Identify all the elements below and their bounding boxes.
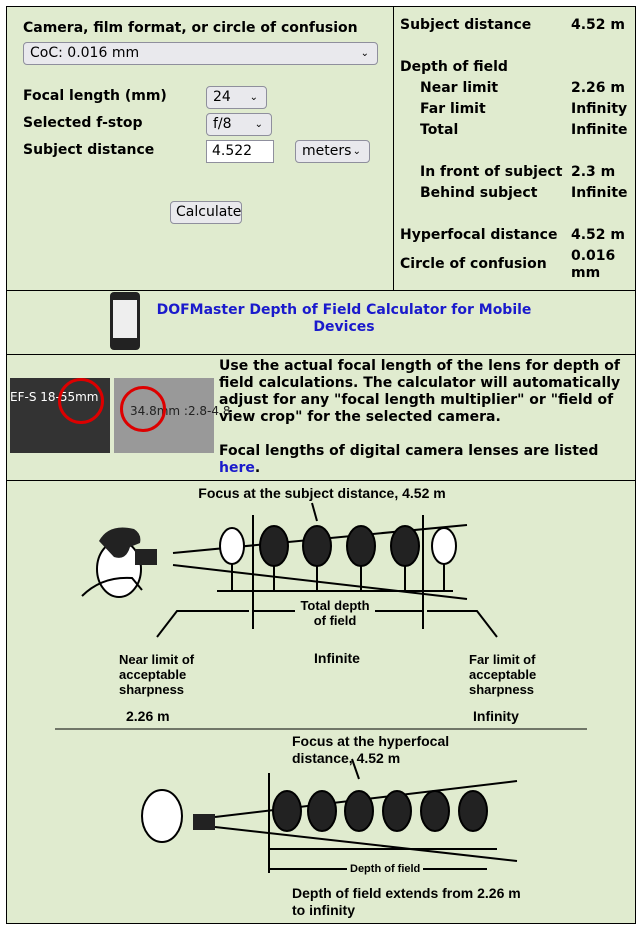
chevron-down-icon: ⌄ [254, 119, 263, 130]
total-dof-value: Infinite [314, 650, 360, 666]
fstop-label: Selected f-stop [23, 115, 143, 131]
near-limit-value: 2.26 m [571, 80, 626, 96]
front-label: In front of subject [420, 164, 563, 180]
photographer-icon [82, 528, 157, 598]
info-row [6, 354, 636, 481]
calculate-button[interactable]: Calculate [170, 201, 242, 224]
subject-distance-label: Subject distance [400, 17, 532, 33]
trees [220, 526, 456, 591]
far-limit-value: Infinity [473, 708, 519, 724]
mobile-calculator-link[interactable]: DOFMaster Depth of Field Calculator for Mobile Devices [156, 302, 532, 335]
far-limit-value: Infinity [571, 101, 628, 117]
chevron-down-icon: ⌄ [249, 92, 258, 103]
hyperfocal-label: Hyperfocal distance [400, 227, 558, 243]
total-dof-caption: Total depth of field [295, 598, 375, 628]
lens-photo-1 [10, 378, 110, 453]
diagram-row [6, 480, 636, 924]
fstop-select[interactable] [206, 113, 272, 136]
camera-label: Camera, film format, or circle of confusion [23, 20, 358, 36]
calculator-form [6, 6, 394, 291]
here-link[interactable]: here [219, 460, 255, 476]
dof-illustration [7, 481, 637, 925]
behind-value: Infinite [571, 185, 628, 201]
camera-select[interactable] [23, 42, 378, 65]
front-value: 2.3 m [571, 164, 616, 180]
total-label: Total [420, 122, 459, 138]
subject-distance-value: 4.52 m [571, 17, 626, 33]
focal-length-note: Use the actual focal length of the lens for depth of field calculations. The calculator will automatically adjust for any "focal length multiplier" or "field of view crop" for the selected camera. [219, 358, 621, 425]
fstop-value: f/8 [213, 116, 232, 132]
distance-input[interactable]: 4.522 [206, 140, 274, 163]
lens-photo-2 [114, 378, 231, 453]
total-value: Infinite [571, 122, 628, 138]
coc-value: 0.016 mm [571, 248, 616, 281]
coc-label: Circle of confusion [400, 256, 547, 272]
unit-value: meters [302, 143, 352, 159]
chevron-down-icon: ⌄ [352, 146, 361, 157]
diagram2-title: Focus at the hyperfocal distance, 4.52 m [292, 733, 450, 766]
hyperfocal-illustration [142, 759, 517, 873]
phone-icon [110, 292, 140, 350]
behind-label: Behind subject [420, 185, 538, 201]
near-limit-caption: Near limit of acceptable sharpness [119, 652, 195, 697]
results-panel [393, 6, 636, 291]
lens-label-1: EF-S 18-55mm [10, 390, 99, 404]
lens-list-note [219, 443, 629, 477]
chevron-down-icon: ⌄ [360, 48, 369, 59]
near-limit-label: Near limit [420, 80, 499, 96]
distance-label: Subject distance [23, 142, 155, 158]
diagram2-footer: Depth of field extends from 2.26 m to infinity [292, 885, 521, 918]
lens-label-2: 34.8mm :2.8-4.8 [130, 404, 231, 418]
hyperfocal-value: 4.52 m [571, 227, 626, 243]
far-limit-caption: Far limit of acceptable sharpness [469, 652, 537, 697]
unit-select[interactable] [295, 140, 370, 163]
dof-caption: Depth of field [347, 862, 423, 877]
camera-select-value: CoC: 0.016 mm [30, 45, 140, 61]
focal-length-label: Focal length (mm) [23, 88, 167, 104]
focal-length-select[interactable] [206, 86, 267, 109]
period: . [254, 460, 261, 476]
diagram1-title: Focus at the subject distance, 4.52 m [198, 485, 446, 501]
far-limit-label: Far limit [420, 101, 486, 117]
mobile-row [6, 290, 636, 355]
dof-heading: Depth of field [400, 59, 508, 75]
near-limit-value: 2.26 m [126, 708, 170, 724]
lens-list-text: Focal lengths of digital camera lenses are listed [219, 443, 599, 459]
focal-length-value: 24 [213, 89, 231, 105]
